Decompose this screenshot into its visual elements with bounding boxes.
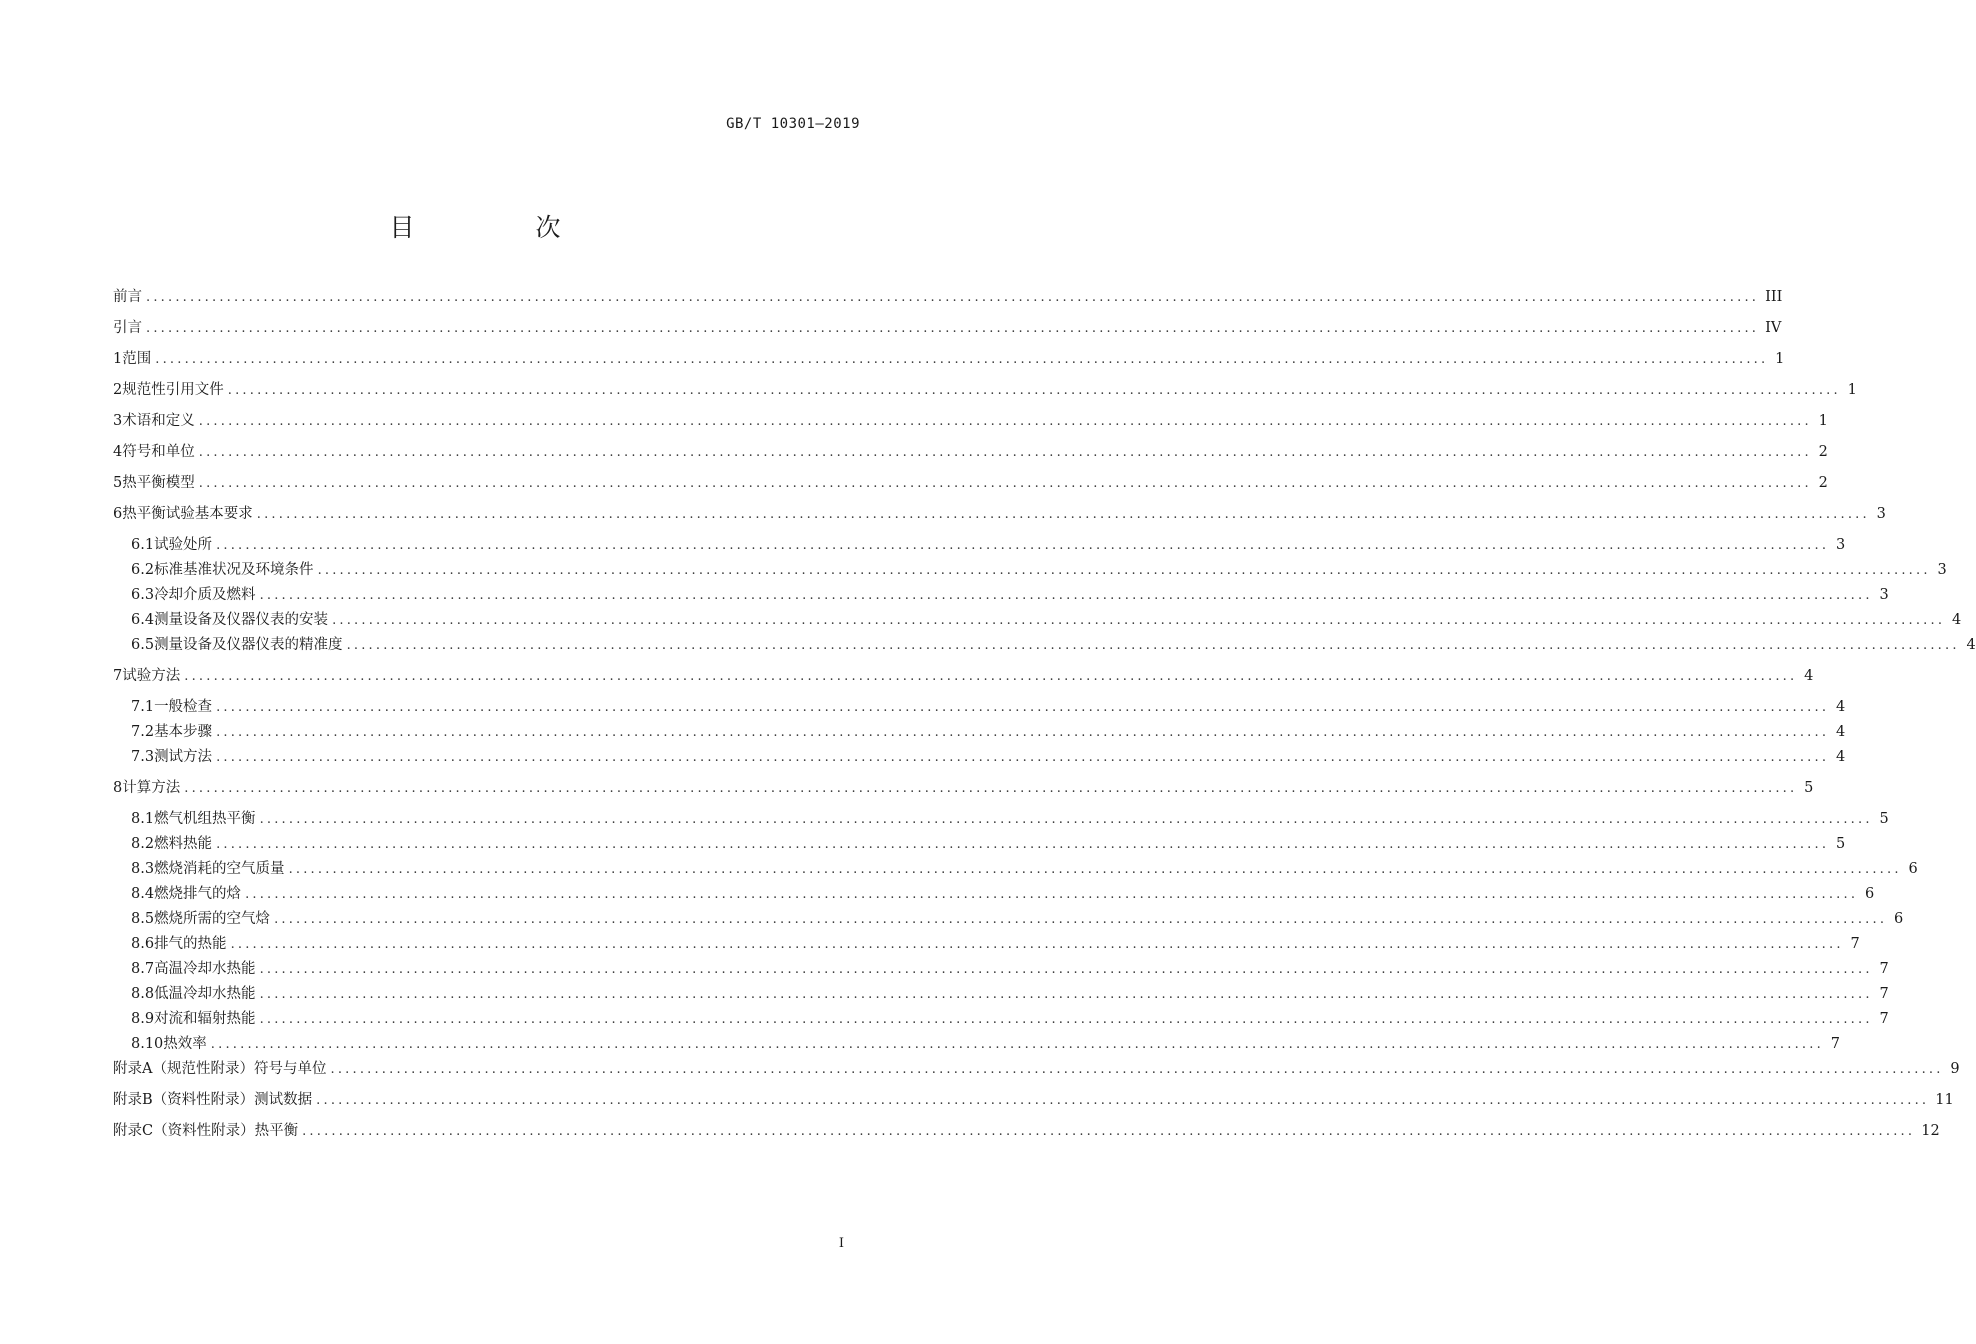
toc-entry-page: 5 bbox=[1804, 780, 1814, 796]
toc-entry-label: 标准基准状况及环境条件 bbox=[154, 562, 314, 578]
toc-entry[interactable] bbox=[113, 502, 1886, 527]
toc-entry[interactable] bbox=[113, 932, 1860, 957]
toc-entry-label: 符号与单位 bbox=[253, 1061, 327, 1077]
toc-entry[interactable] bbox=[113, 1057, 1960, 1082]
toc-entry-page: 4 bbox=[1835, 724, 1846, 740]
toc-entry-page: 1 bbox=[1818, 413, 1828, 429]
dot-leader: ............................................................................................................................................................................................................................ bbox=[198, 414, 1812, 429]
dot-leader: ............................................................................................................................................................................................................................ bbox=[184, 781, 1798, 796]
toc-entry[interactable] bbox=[113, 1032, 1840, 1057]
toc-entry-number: 附录A（规范性附录） bbox=[113, 1061, 254, 1077]
toc-entry[interactable] bbox=[113, 745, 1846, 770]
toc-entry-page: 3 bbox=[1879, 587, 1889, 603]
dot-leader: ............................................................................................................................................................................................................................ bbox=[259, 987, 1873, 1002]
dot-leader: ............................................................................................................................................................................................................................ bbox=[274, 912, 1888, 927]
toc-entry-label: 测试方法 bbox=[154, 749, 213, 765]
toc-entry-page: 5 bbox=[1835, 836, 1846, 852]
toc-entry[interactable] bbox=[113, 1007, 1889, 1032]
toc-entry-number: 8.10 bbox=[131, 1036, 164, 1052]
toc-entry-number: 8.1 bbox=[131, 811, 155, 827]
dot-leader: ............................................................................................................................................................................................................................ bbox=[230, 937, 1844, 952]
toc-entry-page: 3 bbox=[1876, 506, 1886, 522]
toc-entry-number: 6.5 bbox=[131, 637, 155, 653]
dot-leader: ............................................................................................................................................................................................................................ bbox=[245, 887, 1859, 902]
dot-leader: ............................................................................................................................................................................................................................ bbox=[256, 507, 1870, 522]
toc-entry-page: 6 bbox=[1908, 861, 1918, 877]
toc-entry-label: 对流和辐射热能 bbox=[154, 1011, 256, 1027]
dot-leader: ............................................................................................................................................................................................................................ bbox=[146, 321, 1760, 336]
dot-leader: ............................................................................................................................................................................................................................ bbox=[332, 613, 1946, 628]
toc-entry-page: 9 bbox=[1950, 1061, 1960, 1077]
toc-entry-page: 2 bbox=[1818, 475, 1828, 491]
toc-entry-label: 热效率 bbox=[163, 1036, 207, 1052]
dot-leader: ............................................................................................................................................................................................................................ bbox=[216, 725, 1830, 740]
table-of-contents bbox=[113, 285, 1976, 1144]
toc-entry-label: 范围 bbox=[122, 351, 152, 367]
toc-entry-label: 排气的热能 bbox=[154, 936, 227, 952]
dot-leader: ............................................................................................................................................................................................................................ bbox=[316, 1093, 1930, 1108]
toc-entry-page: 4 bbox=[1966, 637, 1976, 653]
dot-leader: ............................................................................................................................................................................................................................ bbox=[216, 700, 1830, 715]
toc-entry[interactable] bbox=[113, 882, 1875, 907]
toc-entry-label: 测量设备及仪器仪表的精准度 bbox=[154, 637, 343, 653]
toc-entry[interactable] bbox=[113, 285, 1783, 310]
toc-entry-label: 一般检查 bbox=[154, 699, 213, 715]
toc-entry-label: 术语和定义 bbox=[122, 413, 195, 429]
toc-entry-label: 试验方法 bbox=[122, 668, 181, 684]
dot-leader: ............................................................................................................................................................................................................................ bbox=[210, 1037, 1824, 1052]
toc-entry[interactable] bbox=[113, 957, 1889, 982]
toc-entry-page: 6 bbox=[1864, 886, 1875, 902]
toc-entry-label: 测试数据 bbox=[254, 1092, 313, 1108]
toc-entry-number: 6.4 bbox=[131, 612, 155, 628]
dot-leader: ............................................................................................................................................................................................................................ bbox=[330, 1062, 1944, 1077]
dot-leader: ............................................................................................................................................................................................................................ bbox=[227, 383, 1841, 398]
toc-entry[interactable] bbox=[113, 378, 1857, 403]
dot-leader: ............................................................................................................................................................................................................................ bbox=[346, 638, 1960, 653]
toc-entry-number: 7.3 bbox=[131, 749, 155, 765]
dot-leader: ............................................................................................................................................................................................................................ bbox=[146, 290, 1760, 305]
toc-entry[interactable] bbox=[113, 982, 1889, 1007]
toc-entry[interactable] bbox=[113, 1088, 1954, 1113]
dot-leader: ............................................................................................................................................................................................................................ bbox=[216, 538, 1830, 553]
toc-entry[interactable] bbox=[113, 316, 1782, 341]
toc-entry[interactable] bbox=[113, 558, 1947, 583]
toc-entry-number: 7.2 bbox=[131, 724, 155, 740]
toc-entry-number: 8.5 bbox=[131, 911, 155, 927]
toc-entry-number: 2 bbox=[113, 382, 123, 398]
toc-entry[interactable] bbox=[113, 857, 1918, 882]
toc-entry-page: 4 bbox=[1951, 612, 1962, 628]
toc-entry-label: 计算方法 bbox=[122, 780, 181, 796]
toc-entry-label: 燃气机组热平衡 bbox=[154, 811, 256, 827]
toc-entry[interactable] bbox=[113, 440, 1828, 465]
toc-entry-page: 4 bbox=[1835, 749, 1846, 765]
dot-leader: ............................................................................................................................................................................................................................ bbox=[288, 862, 1902, 877]
toc-entry-page: 7 bbox=[1879, 1011, 1889, 1027]
dot-leader: ............................................................................................................................................................................................................................ bbox=[198, 445, 1812, 460]
toc-entry[interactable] bbox=[113, 347, 1785, 372]
dot-leader: ............................................................................................................................................................................................................................ bbox=[317, 563, 1931, 578]
toc-entry-number: 5 bbox=[113, 475, 123, 491]
toc-entry-label: 燃料热能 bbox=[154, 836, 213, 852]
toc-entry-page: 1 bbox=[1847, 382, 1857, 398]
toc-entry[interactable] bbox=[113, 832, 1846, 857]
toc-entry-number: 8.4 bbox=[131, 886, 155, 902]
toc-entry-page: 12 bbox=[1921, 1123, 1940, 1139]
toc-entry[interactable] bbox=[113, 807, 1889, 832]
toc-entry-number: 4 bbox=[113, 444, 123, 460]
toc-entry-page: 7 bbox=[1879, 986, 1889, 1002]
toc-entry-label: 热平衡 bbox=[254, 1123, 299, 1139]
toc-entry-label: 测量设备及仪器仪表的安装 bbox=[154, 612, 329, 628]
toc-entry-label: 冷却介质及燃料 bbox=[154, 587, 256, 603]
toc-entry-page: 7 bbox=[1830, 1036, 1840, 1052]
standard-code: GB/T 10301—2019 bbox=[726, 116, 860, 132]
toc-entry-page: III bbox=[1765, 289, 1783, 305]
toc-entry-number: 3 bbox=[113, 413, 123, 429]
toc-entry-label: 试验处所 bbox=[154, 537, 213, 553]
toc-entry-page: 1 bbox=[1775, 351, 1785, 367]
toc-entry-label: 符号和单位 bbox=[122, 444, 195, 460]
toc-entry[interactable] bbox=[113, 409, 1828, 434]
toc-entry-page: 7 bbox=[1850, 936, 1860, 952]
dot-leader: ............................................................................................................................................................................................................................ bbox=[184, 669, 1798, 684]
page-title: 目 次 bbox=[389, 213, 609, 242]
toc-entry[interactable] bbox=[113, 583, 1889, 608]
dot-leader: ............................................................................................................................................................................................................................ bbox=[259, 1012, 1873, 1027]
toc-entry-page: 11 bbox=[1935, 1092, 1954, 1108]
toc-entry-page: 5 bbox=[1879, 811, 1889, 827]
toc-entry[interactable] bbox=[113, 471, 1828, 496]
toc-entry-label: 前言 bbox=[113, 289, 142, 305]
dot-leader: ............................................................................................................................................................................................................................ bbox=[216, 837, 1830, 852]
toc-entry-label: 燃烧消耗的空气质量 bbox=[154, 861, 285, 877]
toc-entry-label: 低温冷却水热能 bbox=[154, 986, 256, 1002]
toc-entry-page: 3 bbox=[1937, 562, 1947, 578]
toc-entry-number: 6.3 bbox=[131, 587, 155, 603]
toc-entry-number: 7.1 bbox=[131, 699, 155, 715]
toc-entry[interactable] bbox=[113, 776, 1814, 801]
toc-entry-number: 附录C（资料性附录） bbox=[113, 1123, 255, 1139]
dot-leader: ............................................................................................................................................................................................................................ bbox=[259, 588, 1873, 603]
toc-entry[interactable] bbox=[113, 664, 1814, 689]
toc-entry-page: 3 bbox=[1835, 537, 1846, 553]
toc-entry-number: 8.8 bbox=[131, 986, 155, 1002]
toc-entry-number: 8.7 bbox=[131, 961, 155, 977]
dot-leader: ............................................................................................................................................................................................................................ bbox=[259, 812, 1873, 827]
toc-entry-label: 规范性引用文件 bbox=[122, 382, 224, 398]
toc-entry[interactable] bbox=[113, 1119, 1940, 1144]
toc-entry-page: 4 bbox=[1835, 699, 1846, 715]
toc-entry-label: 燃烧排气的焓 bbox=[154, 886, 242, 902]
toc-entry-label: 基本步骤 bbox=[154, 724, 213, 740]
toc-entry[interactable] bbox=[113, 608, 1962, 633]
toc-entry-number: 7 bbox=[113, 668, 123, 684]
toc-entry-page: 2 bbox=[1818, 444, 1828, 460]
dot-leader: ............................................................................................................................................................................................................................ bbox=[155, 352, 1769, 367]
toc-entry[interactable] bbox=[113, 533, 1846, 558]
toc-entry-number: 附录B（资料性附录） bbox=[113, 1092, 255, 1108]
toc-entry-number: 8 bbox=[113, 780, 123, 796]
toc-entry-label: 热平衡模型 bbox=[122, 475, 195, 491]
toc-entry-number: 6.2 bbox=[131, 562, 155, 578]
toc-entry-page: IV bbox=[1765, 320, 1782, 336]
toc-entry[interactable] bbox=[113, 907, 1904, 932]
dot-leader: ............................................................................................................................................................................................................................ bbox=[198, 476, 1812, 491]
toc-entry-page: 6 bbox=[1893, 911, 1904, 927]
toc-entry-label: 燃烧所需的空气焓 bbox=[154, 911, 271, 927]
toc-entry-number: 8.6 bbox=[131, 936, 155, 952]
toc-entry[interactable] bbox=[113, 695, 1846, 720]
page-number-footer: I bbox=[838, 1236, 844, 1251]
toc-entry[interactable] bbox=[113, 633, 1976, 658]
toc-entry-number: 8.3 bbox=[131, 861, 155, 877]
toc-entry-number: 6 bbox=[113, 506, 123, 522]
toc-entry[interactable] bbox=[113, 720, 1846, 745]
toc-entry-number: 6.1 bbox=[131, 537, 155, 553]
dot-leader: ............................................................................................................................................................................................................................ bbox=[302, 1124, 1916, 1139]
toc-entry-number: 8.2 bbox=[131, 836, 155, 852]
toc-entry-number: 1 bbox=[113, 351, 123, 367]
toc-entry-label: 引言 bbox=[113, 320, 142, 336]
dot-leader: ............................................................................................................................................................................................................................ bbox=[259, 962, 1873, 977]
toc-entry-label: 热平衡试验基本要求 bbox=[122, 506, 253, 522]
toc-entry-page: 7 bbox=[1879, 961, 1889, 977]
dot-leader: ............................................................................................................................................................................................................................ bbox=[216, 750, 1830, 765]
toc-entry-number: 8.9 bbox=[131, 1011, 155, 1027]
toc-entry-label: 高温冷却水热能 bbox=[154, 961, 256, 977]
toc-entry-page: 4 bbox=[1804, 668, 1814, 684]
